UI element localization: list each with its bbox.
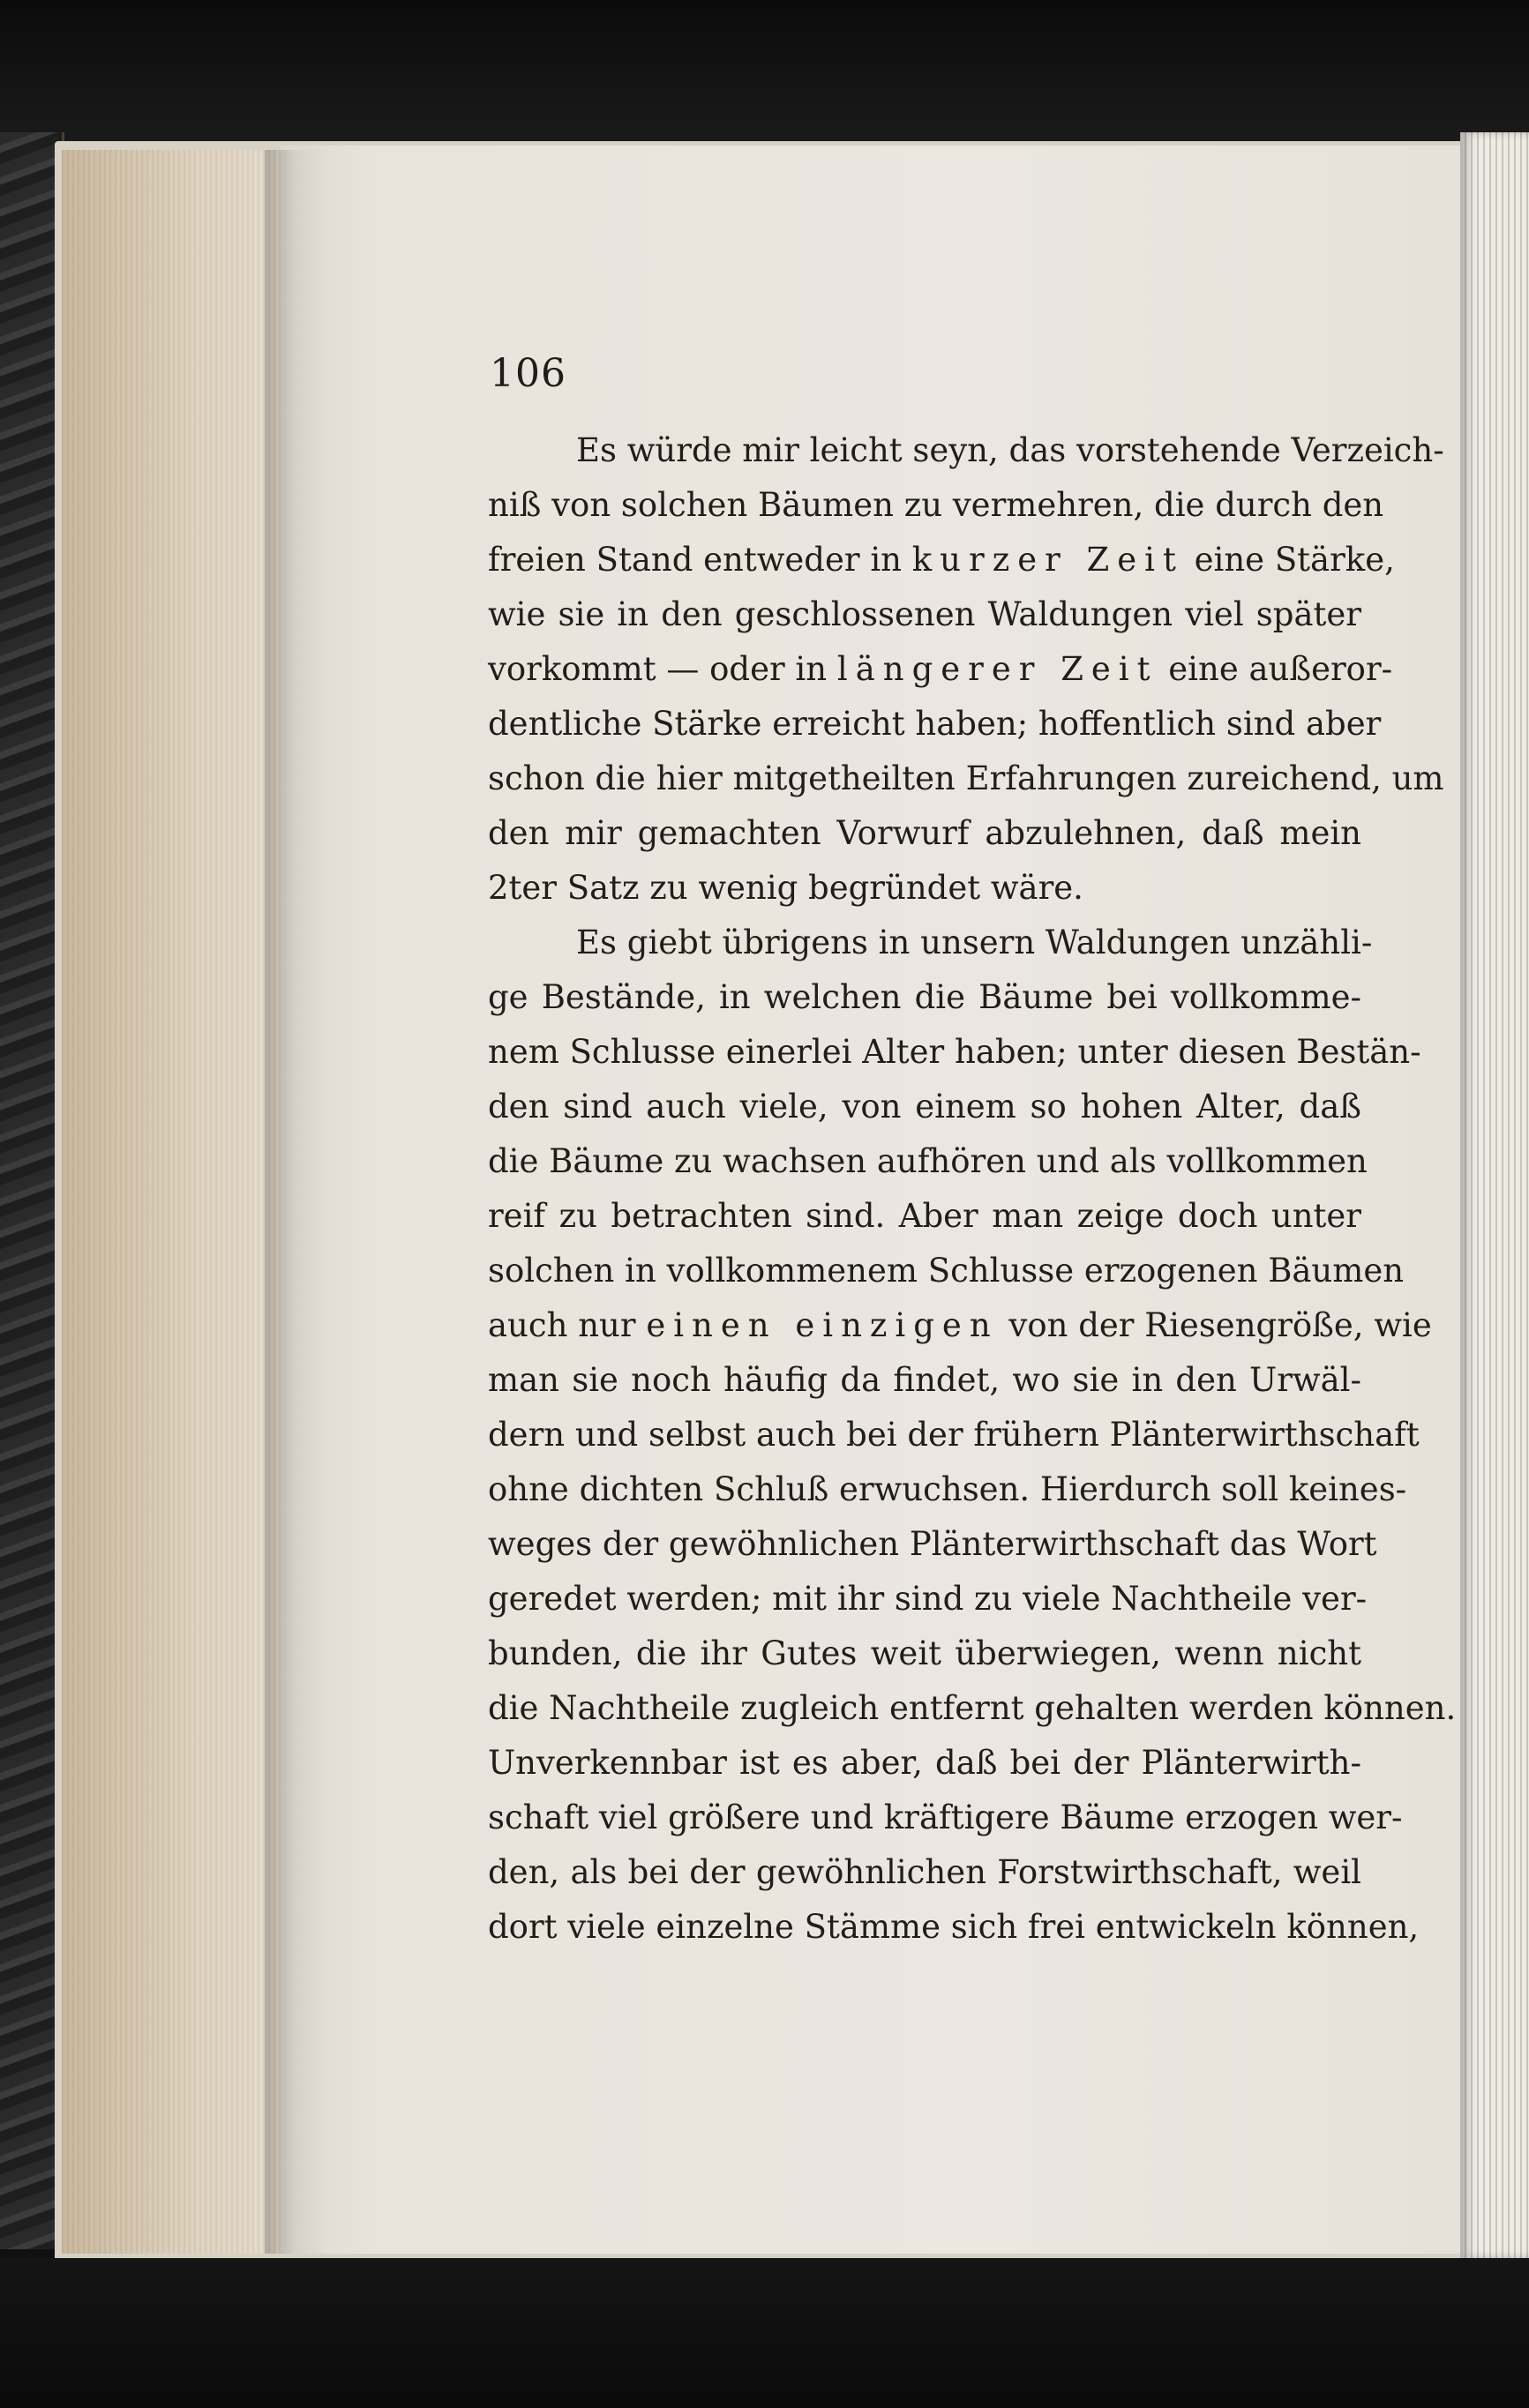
text-line: bunden, die ihr Gutes weit überwiegen, wenn nicht [488,1634,1361,1672]
text-fragment: vorkommt — oder in [488,650,837,688]
body-text [488,423,1457,1955]
text-line: die Nachtheile zugleich entfernt gehalten werden können. [488,1689,1457,1727]
text-line [488,1298,1432,1353]
text-fragment: auch nur [488,1306,647,1344]
text-line: den mir gemachten Vorwurf abzulehnen, daß mein [488,814,1361,852]
text-line: nem Schlusse einerlei Alter haben; unter diesen Bestän- [488,1033,1421,1071]
text-line: dort viele einzelne Stämme sich frei entwickeln können, [488,1908,1420,1946]
emphasis-text: kurzer Zeit [911,541,1184,579]
text-line: Unverkennbar ist es aber, daß bei der Plänterwirth- [488,1744,1361,1782]
text-line: ohne dichten Schluß erwuchsen. Hierdurch soll keines- [488,1470,1407,1508]
emphasis-text: einen einzigen [646,1306,999,1344]
text-line: 2ter Satz zu wenig begründet wäre. [488,869,1083,907]
right-page-edges [1460,132,1529,2258]
text-fragment: von der Riesengröße, wie [998,1306,1432,1344]
text-line: weges der gewöhnlichen Plänterwirthschaft das Wort [488,1525,1377,1563]
scan-background-bottom [0,2258,1529,2408]
text-line: schaft viel größere und kräftigere Bäume erzogen wer- [488,1799,1403,1836]
text-fragment: freien Stand entweder in [488,541,912,579]
text-line [488,642,1393,697]
text-line: den, als bei der gewöhnlichen Forstwirthschaft, weil [488,1853,1361,1891]
text-line: ge Bestände, in welchen die Bäume bei vollkomme- [488,978,1361,1016]
text-line: wie sie in den geschlossenen Waldungen viel später [488,595,1361,633]
text-line: Es würde mir leicht seyn, das vorstehende Verzeich- [576,431,1444,469]
text-line: reif zu betrachten sind. Aber man zeige doch unter [488,1197,1361,1235]
text-line: den sind auch viele, von einem so hohen Alter, daß [488,1088,1361,1125]
text-fragment: eine Stärke, [1183,541,1395,579]
text-line: geredet werden; mit ihr sind zu viele Nachtheile ver- [488,1580,1368,1618]
scan-background-top [0,0,1529,141]
page-block-edge [62,150,282,2254]
text-line: dern und selbst auch bei der frühern Plänterwirthschaft [488,1416,1420,1454]
text-line: schon die hier mitgetheilten Erfahrungen zureichend, um [488,759,1444,797]
text-line: niß von solchen Bäumen zu vermehren, die durch den [488,486,1384,524]
page-number: 106 [490,351,566,396]
text-line: man sie noch häufig da findet, wo sie in den Urwäl- [488,1361,1361,1399]
page-gutter-shadow [265,150,326,2254]
text-line [488,533,1395,587]
text-line: Es giebt übrigens in unsern Waldungen unzähli- [576,924,1373,961]
text-line: die Bäume zu wachsen aufhören und als vollkommen [488,1142,1368,1180]
text-line: dentliche Stärke erreicht haben; hoffentlich sind aber [488,705,1382,743]
text-fragment: eine außeror- [1158,650,1393,688]
text-line: solchen in vollkommenem Schlusse erzogenen Bäumen [488,1252,1405,1290]
emphasis-text: längerer Zeit [836,650,1158,688]
